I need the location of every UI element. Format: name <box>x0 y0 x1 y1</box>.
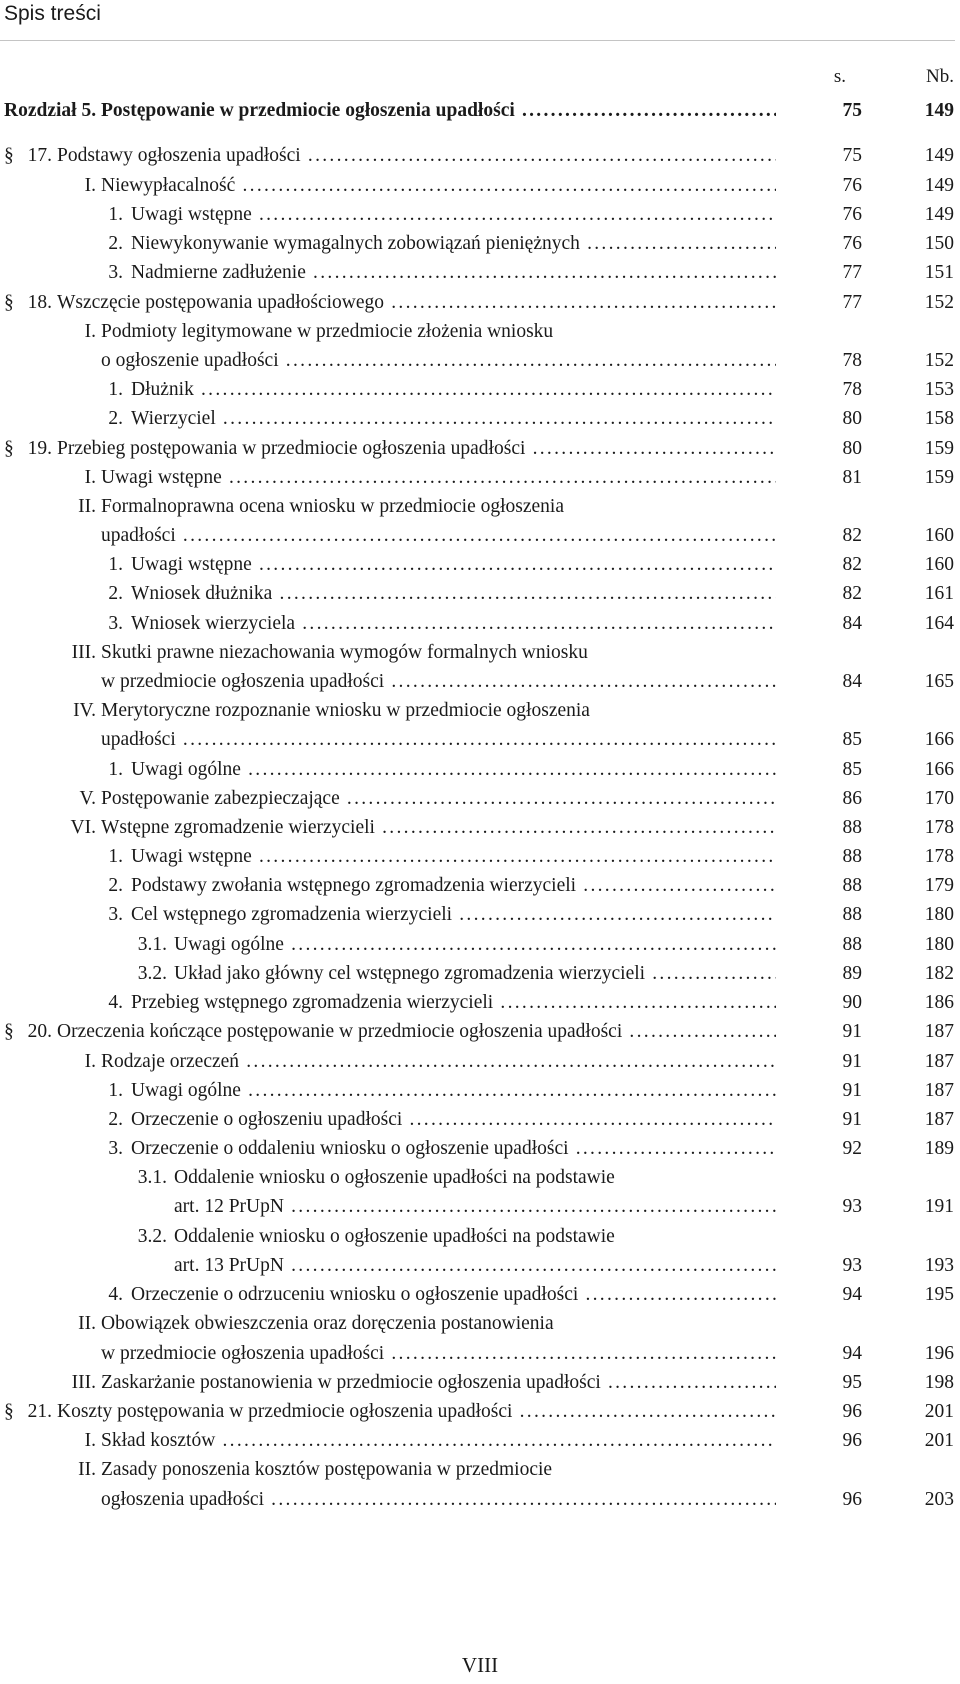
toc-entry <box>0 1076 960 1106</box>
toc-entry <box>0 1368 960 1398</box>
toc-entry <box>0 141 960 171</box>
margin-number-ref: 151 <box>924 262 954 283</box>
section-sign: § <box>4 145 14 166</box>
toc-entry <box>0 288 960 318</box>
entry-number: III. <box>71 642 96 663</box>
margin-number-ref: 195 <box>924 1284 954 1305</box>
entry-number: IV. <box>73 700 96 721</box>
margin-number-ref: 180 <box>924 904 954 925</box>
entry-number: 17. <box>27 145 52 166</box>
entry-title: Rozdział 5. Postępowanie w przedmiocie ogłoszenia upadłości ..... <box>4 96 776 126</box>
page-ref: 80 <box>842 408 862 429</box>
entry-number: V. <box>79 788 96 809</box>
entry-title: Uwagi wstępne ..... <box>101 463 776 493</box>
page-ref: 82 <box>842 554 862 575</box>
page-number: VIII <box>461 1653 499 1677</box>
toc-entry <box>0 434 960 464</box>
page-ref: 81 <box>842 467 862 488</box>
entry-number: 18. <box>27 292 52 313</box>
margin-number-ref: 159 <box>924 467 954 488</box>
page-ref: 76 <box>842 233 862 254</box>
entry-number: I. <box>84 321 96 342</box>
entry-number: 1. <box>108 204 123 225</box>
page-ref: 76 <box>842 175 862 196</box>
toc-entry <box>0 346 960 376</box>
entry-number: I. <box>84 1051 96 1072</box>
toc-entry <box>0 317 960 347</box>
entry-number: I. <box>84 1430 96 1451</box>
entry-number: 3.1. <box>137 934 167 955</box>
page-ref: 88 <box>842 875 862 896</box>
entry-number: 1. <box>108 379 123 400</box>
entry-title: Koszty postępowania w przedmiocie ogłoszenia upadłości ..... <box>57 1397 776 1427</box>
entry-title: Dłużnik ..... <box>131 375 776 405</box>
entry-title: Postępowanie zabezpieczające ..... <box>101 784 776 814</box>
section-sign: § <box>4 438 14 459</box>
entry-number: 3. <box>108 613 123 634</box>
entry-title: Podmioty legitymowane w przedmiocie złożenia wniosku <box>101 321 554 342</box>
toc-entry <box>0 959 960 989</box>
toc-entry <box>0 463 960 493</box>
margin-number-ref: 178 <box>924 817 954 838</box>
entry-title: Wniosek wierzyciela ..... <box>131 609 776 639</box>
entry-number: II. <box>78 1313 96 1334</box>
entry-number: 1. <box>108 1080 123 1101</box>
page-ref: 94 <box>842 1343 862 1364</box>
entry-number: 2. <box>108 875 123 896</box>
entry-number: II. <box>78 496 96 517</box>
toc-entry <box>0 521 960 551</box>
entry-title: w przedmiocie ogłoszenia upadłości ..... <box>101 667 776 697</box>
entry-number: 2. <box>108 1109 123 1130</box>
toc-entry <box>0 1163 960 1193</box>
margin-number-ref: 196 <box>924 1343 954 1364</box>
toc-entry <box>0 784 960 814</box>
column-header-margin-number: Nb. <box>926 66 954 87</box>
page-ref: 88 <box>842 846 862 867</box>
entry-number: 19. <box>27 438 52 459</box>
margin-number-ref: 149 <box>924 204 954 225</box>
entry-number: I. <box>84 175 96 196</box>
toc-entry <box>0 1105 960 1135</box>
entry-title: Nadmierne zadłużenie ..... <box>131 258 776 288</box>
toc-entry <box>0 667 960 697</box>
margin-number-ref: 203 <box>924 1489 954 1510</box>
entry-number: 3.2. <box>137 1226 167 1247</box>
page-ref: 93 <box>842 1255 862 1276</box>
page-ref: 90 <box>842 992 862 1013</box>
toc-entry <box>0 1339 960 1369</box>
margin-number-ref: 189 <box>924 1138 954 1159</box>
entry-title: Formalnoprawna ocena wniosku w przedmiocie ogłoszenia <box>101 496 564 517</box>
margin-number-ref: 201 <box>924 1401 954 1422</box>
margin-number-ref: 152 <box>924 350 954 371</box>
page-ref: 80 <box>842 438 862 459</box>
margin-number-ref: 161 <box>924 583 954 604</box>
toc-entry <box>0 609 960 639</box>
entry-number: 3. <box>108 262 123 283</box>
toc-entry <box>0 1017 960 1047</box>
toc-entry <box>0 988 960 1018</box>
entry-title: upadłości ..... <box>101 521 776 551</box>
margin-number-ref: 187 <box>924 1051 954 1072</box>
page-title: Spis treści <box>4 2 101 25</box>
margin-number-ref: 166 <box>924 759 954 780</box>
margin-number-ref: 149 <box>924 145 954 166</box>
toc-entry <box>0 813 960 843</box>
toc-entry <box>0 900 960 930</box>
page-ref: 93 <box>842 1196 862 1217</box>
entry-number: 1. <box>108 554 123 575</box>
page-ref: 96 <box>842 1489 862 1510</box>
entry-title: Przebieg wstępnego zgromadzenia wierzycieli ..... <box>131 988 776 1018</box>
entry-title: Układ jako główny cel wstępnego zgromadzenia wierzycieli ..... <box>174 959 776 989</box>
page-ref: 75 <box>842 100 862 121</box>
toc-entry <box>0 1192 960 1222</box>
toc-entry <box>0 871 960 901</box>
toc-entry <box>0 171 960 201</box>
entry-title: Niewypłacalność ..... <box>101 171 776 201</box>
entry-number: 21. <box>27 1401 52 1422</box>
page-ref: 86 <box>842 788 862 809</box>
margin-number-ref: 178 <box>924 846 954 867</box>
margin-number-ref: 201 <box>924 1430 954 1451</box>
entry-title: Merytoryczne rozpoznanie wniosku w przedmiocie ogłoszenia <box>101 700 590 721</box>
entry-title: Wszczęcie postępowania upadłościowego ..... <box>57 288 776 318</box>
toc-entry <box>0 579 960 609</box>
entry-title: art. 13 PrUpN ..... <box>174 1251 776 1281</box>
entry-number: 1. <box>108 846 123 867</box>
entry-title: Uwagi ogólne ..... <box>174 930 776 960</box>
entry-number: I. <box>84 467 96 488</box>
page-ref: 88 <box>842 904 862 925</box>
entry-title: art. 12 PrUpN ..... <box>174 1192 776 1222</box>
toc-entry <box>0 404 960 434</box>
page-ref: 88 <box>842 817 862 838</box>
margin-number-ref: 179 <box>924 875 954 896</box>
toc-entry <box>0 842 960 872</box>
entry-title: upadłości ..... <box>101 725 776 755</box>
entry-title: Rodzaje orzeczeń ..... <box>101 1047 776 1077</box>
page-ref: 91 <box>842 1080 862 1101</box>
page-ref: 96 <box>842 1430 862 1451</box>
page-ref: 82 <box>842 525 862 546</box>
entry-title: Wniosek dłużnika ..... <box>131 579 776 609</box>
toc-entry <box>0 1426 960 1456</box>
entry-title: Uwagi ogólne ..... <box>131 755 776 785</box>
margin-number-ref: 198 <box>924 1372 954 1393</box>
entry-title: Obowiązek obwieszczenia oraz doręczenia postanowienia <box>101 1313 554 1334</box>
toc-entry <box>0 755 960 785</box>
entry-number: 3. <box>108 904 123 925</box>
margin-number-ref: 182 <box>924 963 954 984</box>
page-ref: 78 <box>842 379 862 400</box>
toc-entry <box>0 930 960 960</box>
page-ref: 96 <box>842 1401 862 1422</box>
page-ref: 95 <box>842 1372 862 1393</box>
entry-title: ogłoszenia upadłości ..... <box>101 1485 776 1515</box>
margin-number-ref: 159 <box>924 438 954 459</box>
entry-title: Oddalenie wniosku o ogłoszenie upadłości na podstawie <box>174 1167 615 1188</box>
margin-number-ref: 158 <box>924 408 954 429</box>
entry-title: Wierzyciel ..... <box>131 404 776 434</box>
entry-number: 2. <box>108 233 123 254</box>
margin-number-ref: 170 <box>924 788 954 809</box>
page-ref: 92 <box>842 1138 862 1159</box>
entry-title: Uwagi wstępne ..... <box>131 200 776 230</box>
margin-number-ref: 153 <box>924 379 954 400</box>
page-ref: 77 <box>842 262 862 283</box>
toc-entry <box>0 1251 960 1281</box>
entry-title: Skutki prawne niezachowania wymogów formalnych wniosku <box>101 642 588 663</box>
page-ref: 91 <box>842 1051 862 1072</box>
toc-entry <box>0 1455 960 1485</box>
toc-entry <box>0 96 960 126</box>
margin-number-ref: 191 <box>924 1196 954 1217</box>
entry-title: Uwagi wstępne ..... <box>131 842 776 872</box>
entry-title: Podstawy zwołania wstępnego zgromadzenia wierzycieli ..... <box>131 871 776 901</box>
entry-title: Niewykonywanie wymagalnych zobowiązań pieniężnych ..... <box>131 229 776 259</box>
entry-number: 1. <box>108 759 123 780</box>
entry-number: 4. <box>108 1284 123 1305</box>
entry-title: Cel wstępnego zgromadzenia wierzycieli ..... <box>131 900 776 930</box>
entry-title: Uwagi ogólne ..... <box>131 1076 776 1106</box>
toc-entry <box>0 200 960 230</box>
entry-number: 4. <box>108 992 123 1013</box>
entry-number: VI. <box>70 817 96 838</box>
page-ref: 94 <box>842 1284 862 1305</box>
toc-entry <box>0 638 960 668</box>
entry-title: Zasady ponoszenia kosztów postępowania w przedmiocie <box>101 1459 553 1480</box>
toc-entry <box>0 1397 960 1427</box>
toc-entry <box>0 1280 960 1310</box>
margin-number-ref: 149 <box>924 100 954 121</box>
page-ref: 82 <box>842 583 862 604</box>
entry-title: Zaskarżanie postanowienia w przedmiocie ogłoszenia upadłości ..... <box>101 1368 776 1398</box>
page-ref: 85 <box>842 759 862 780</box>
entry-title: Wstępne zgromadzenie wierzycieli ..... <box>101 813 776 843</box>
page-ref: 91 <box>842 1109 862 1130</box>
margin-number-ref: 186 <box>924 992 954 1013</box>
page-ref: 89 <box>842 963 862 984</box>
toc-entry <box>0 1222 960 1252</box>
toc-entry <box>0 1134 960 1164</box>
margin-number-ref: 180 <box>924 934 954 955</box>
entry-number: 20. <box>27 1021 52 1042</box>
entry-number: II. <box>78 1459 96 1480</box>
toc-entry <box>0 550 960 580</box>
page-ref: 77 <box>842 292 862 313</box>
margin-number-ref: 193 <box>924 1255 954 1276</box>
entry-number: 3.2. <box>137 963 167 984</box>
margin-number-ref: 164 <box>924 613 954 634</box>
page-ref: 91 <box>842 1021 862 1042</box>
page-ref: 76 <box>842 204 862 225</box>
page-ref: 88 <box>842 934 862 955</box>
entry-title: Skład kosztów ..... <box>101 1426 776 1456</box>
toc-entry <box>0 696 960 726</box>
page-ref: 84 <box>842 613 862 634</box>
margin-number-ref: 166 <box>924 729 954 750</box>
entry-title: Orzeczenia kończące postępowanie w przedmiocie ogłoszenia upadłości ..... <box>57 1017 776 1047</box>
page-ref: 85 <box>842 729 862 750</box>
margin-number-ref: 160 <box>924 525 954 546</box>
entry-title: w przedmiocie ogłoszenia upadłości ..... <box>101 1339 776 1369</box>
section-sign: § <box>4 292 14 313</box>
entry-number: 2. <box>108 583 123 604</box>
margin-number-ref: 165 <box>924 671 954 692</box>
toc-entry <box>0 375 960 405</box>
page-ref: 84 <box>842 671 862 692</box>
entry-number: 3. <box>108 1138 123 1159</box>
entry-title: Oddalenie wniosku o ogłoszenie upadłości na podstawie <box>174 1226 615 1247</box>
entry-number: 2. <box>108 408 123 429</box>
margin-number-ref: 187 <box>924 1109 954 1130</box>
column-header-page: s. <box>833 66 846 87</box>
margin-number-ref: 149 <box>924 175 954 196</box>
toc-entry <box>0 1485 960 1515</box>
toc-entry <box>0 725 960 755</box>
margin-number-ref: 187 <box>924 1021 954 1042</box>
entry-title: Podstawy ogłoszenia upadłości ..... <box>57 141 776 171</box>
entry-number: 3.1. <box>137 1167 167 1188</box>
margin-number-ref: 152 <box>924 292 954 313</box>
section-sign: § <box>4 1021 14 1042</box>
margin-number-ref: 150 <box>924 233 954 254</box>
entry-title: Orzeczenie o ogłoszeniu upadłości ..... <box>131 1105 776 1135</box>
entry-title: Uwagi wstępne ..... <box>131 550 776 580</box>
entry-number: III. <box>71 1372 96 1393</box>
toc-entry <box>0 229 960 259</box>
toc-entry <box>0 1309 960 1339</box>
toc-entry <box>0 258 960 288</box>
page-ref: 75 <box>842 145 862 166</box>
page-ref: 78 <box>842 350 862 371</box>
entry-title: Przebieg postępowania w przedmiocie ogłoszenia upadłości ..... <box>57 434 776 464</box>
margin-number-ref: 187 <box>924 1080 954 1101</box>
entry-title: Orzeczenie o oddaleniu wniosku o ogłoszenie upadłości ..... <box>131 1134 776 1164</box>
entry-title: Orzeczenie o odrzuceniu wniosku o ogłoszenie upadłości ..... <box>131 1280 776 1310</box>
section-sign: § <box>4 1401 14 1422</box>
toc-entry <box>0 1047 960 1077</box>
toc-entry <box>0 492 960 522</box>
entry-title: o ogłoszenie upadłości ..... <box>101 346 776 376</box>
margin-number-ref: 160 <box>924 554 954 575</box>
